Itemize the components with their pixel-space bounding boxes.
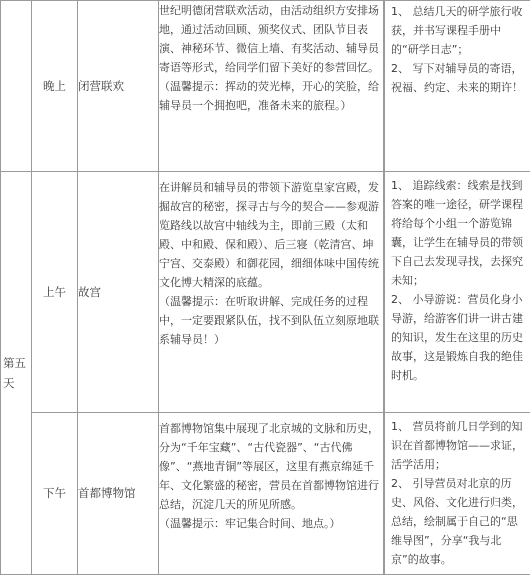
time-cell: 下午	[32, 413, 78, 575]
task-item: 2、 写下对辅导员的寄语，祝福、约定、未来的期许！	[391, 59, 528, 97]
task-cell	[384, 1, 530, 172]
content-text: 世纪明德闭营联欢活动，由活动组织方安排场地，通过活动回顾、颁奖仪式、团队节目表演、神秘环节、微信上墙、有奖活动、辅导员寄语等形式，给同学们留下美好的参营回忆。	[159, 1, 383, 77]
tasks-box	[384, 172, 530, 412]
activity-cell: 故宫	[78, 172, 159, 413]
content-cell	[159, 413, 384, 575]
activity-cell: 首都博物馆	[78, 413, 159, 575]
tip-text: （温馨提示：挥动的荧光棒，开心的笑脸，给辅导员一个拥抱吧，准备未来的旅程。）	[159, 77, 383, 115]
table-row	[1, 172, 530, 413]
task-item: 2、 引导营员对北京的历史、风俗、文化进行归类，总结，绘制属于自己的“思维导图”，分享“我与北京”的故事。	[391, 474, 528, 569]
day-cell	[1, 172, 32, 575]
table-row	[1, 413, 530, 575]
time-cell: 晚上	[32, 1, 78, 172]
task-item: 2、 小导游说：营员化身小导游，给游客们讲一讲古建的知识，发生在这里的历史故事，这是锻炼自我的绝佳时机。	[391, 290, 528, 385]
time-cell: 上午	[32, 172, 78, 413]
content-text: 在讲解员和辅导员的带领下游览皇家宫殿，发掘故宫的秘密，探寻古与今的契合——参观游览路线以故宫中轴线为主，即前三殿（太和殿、中和殿、保和殿）、后三寝（乾清宫、坤宁宫、交泰殿）和御花园，细细体味中国传统文化博大精深的底蕴。	[159, 178, 383, 292]
content-text: 首都博物馆集中展现了北京城的文脉和历史，分为“千年宝藏”、“古代瓷器”、“古代佛像”、“燕地青铜”等展区，这里有燕京绵延千年、文化繁盛的秘密，营员在首都博物馆进行总结，沉淀几天的所见所感。	[159, 419, 383, 514]
task-item: 1、 营员将前几日学到的知识在首都博物馆——求证，活学活用；	[391, 417, 528, 474]
task-cell	[384, 413, 530, 575]
table-row	[1, 1, 530, 172]
tip-text: （温馨提示：在听取讲解、完成任务的过程中，一定要跟紧队伍，找不到队伍立刻原地联系辅导员！）	[159, 292, 383, 349]
day-label: 第五天	[3, 353, 29, 393]
tasks-box	[384, 413, 530, 574]
task-item: 1、 总结几天的研学旅行收获，并书写课程手册中的“研学日志”；	[391, 2, 528, 59]
day-cell-empty	[1, 1, 32, 172]
content-cell	[159, 172, 384, 413]
tasks-box	[384, 1, 530, 171]
activity-cell: 闭营联欢	[78, 1, 159, 172]
task-cell	[384, 172, 530, 413]
content-cell	[159, 1, 384, 172]
tip-text: （温馨提示：牢记集合时间、地点。）	[159, 514, 383, 533]
task-item: 1、 追踪线索：线索是找到答案的唯一途径，研学课程将给每个小组一个游览锦囊，让学生在辅导员的带领下自己去发现寻找，去探究未知；	[391, 176, 528, 290]
